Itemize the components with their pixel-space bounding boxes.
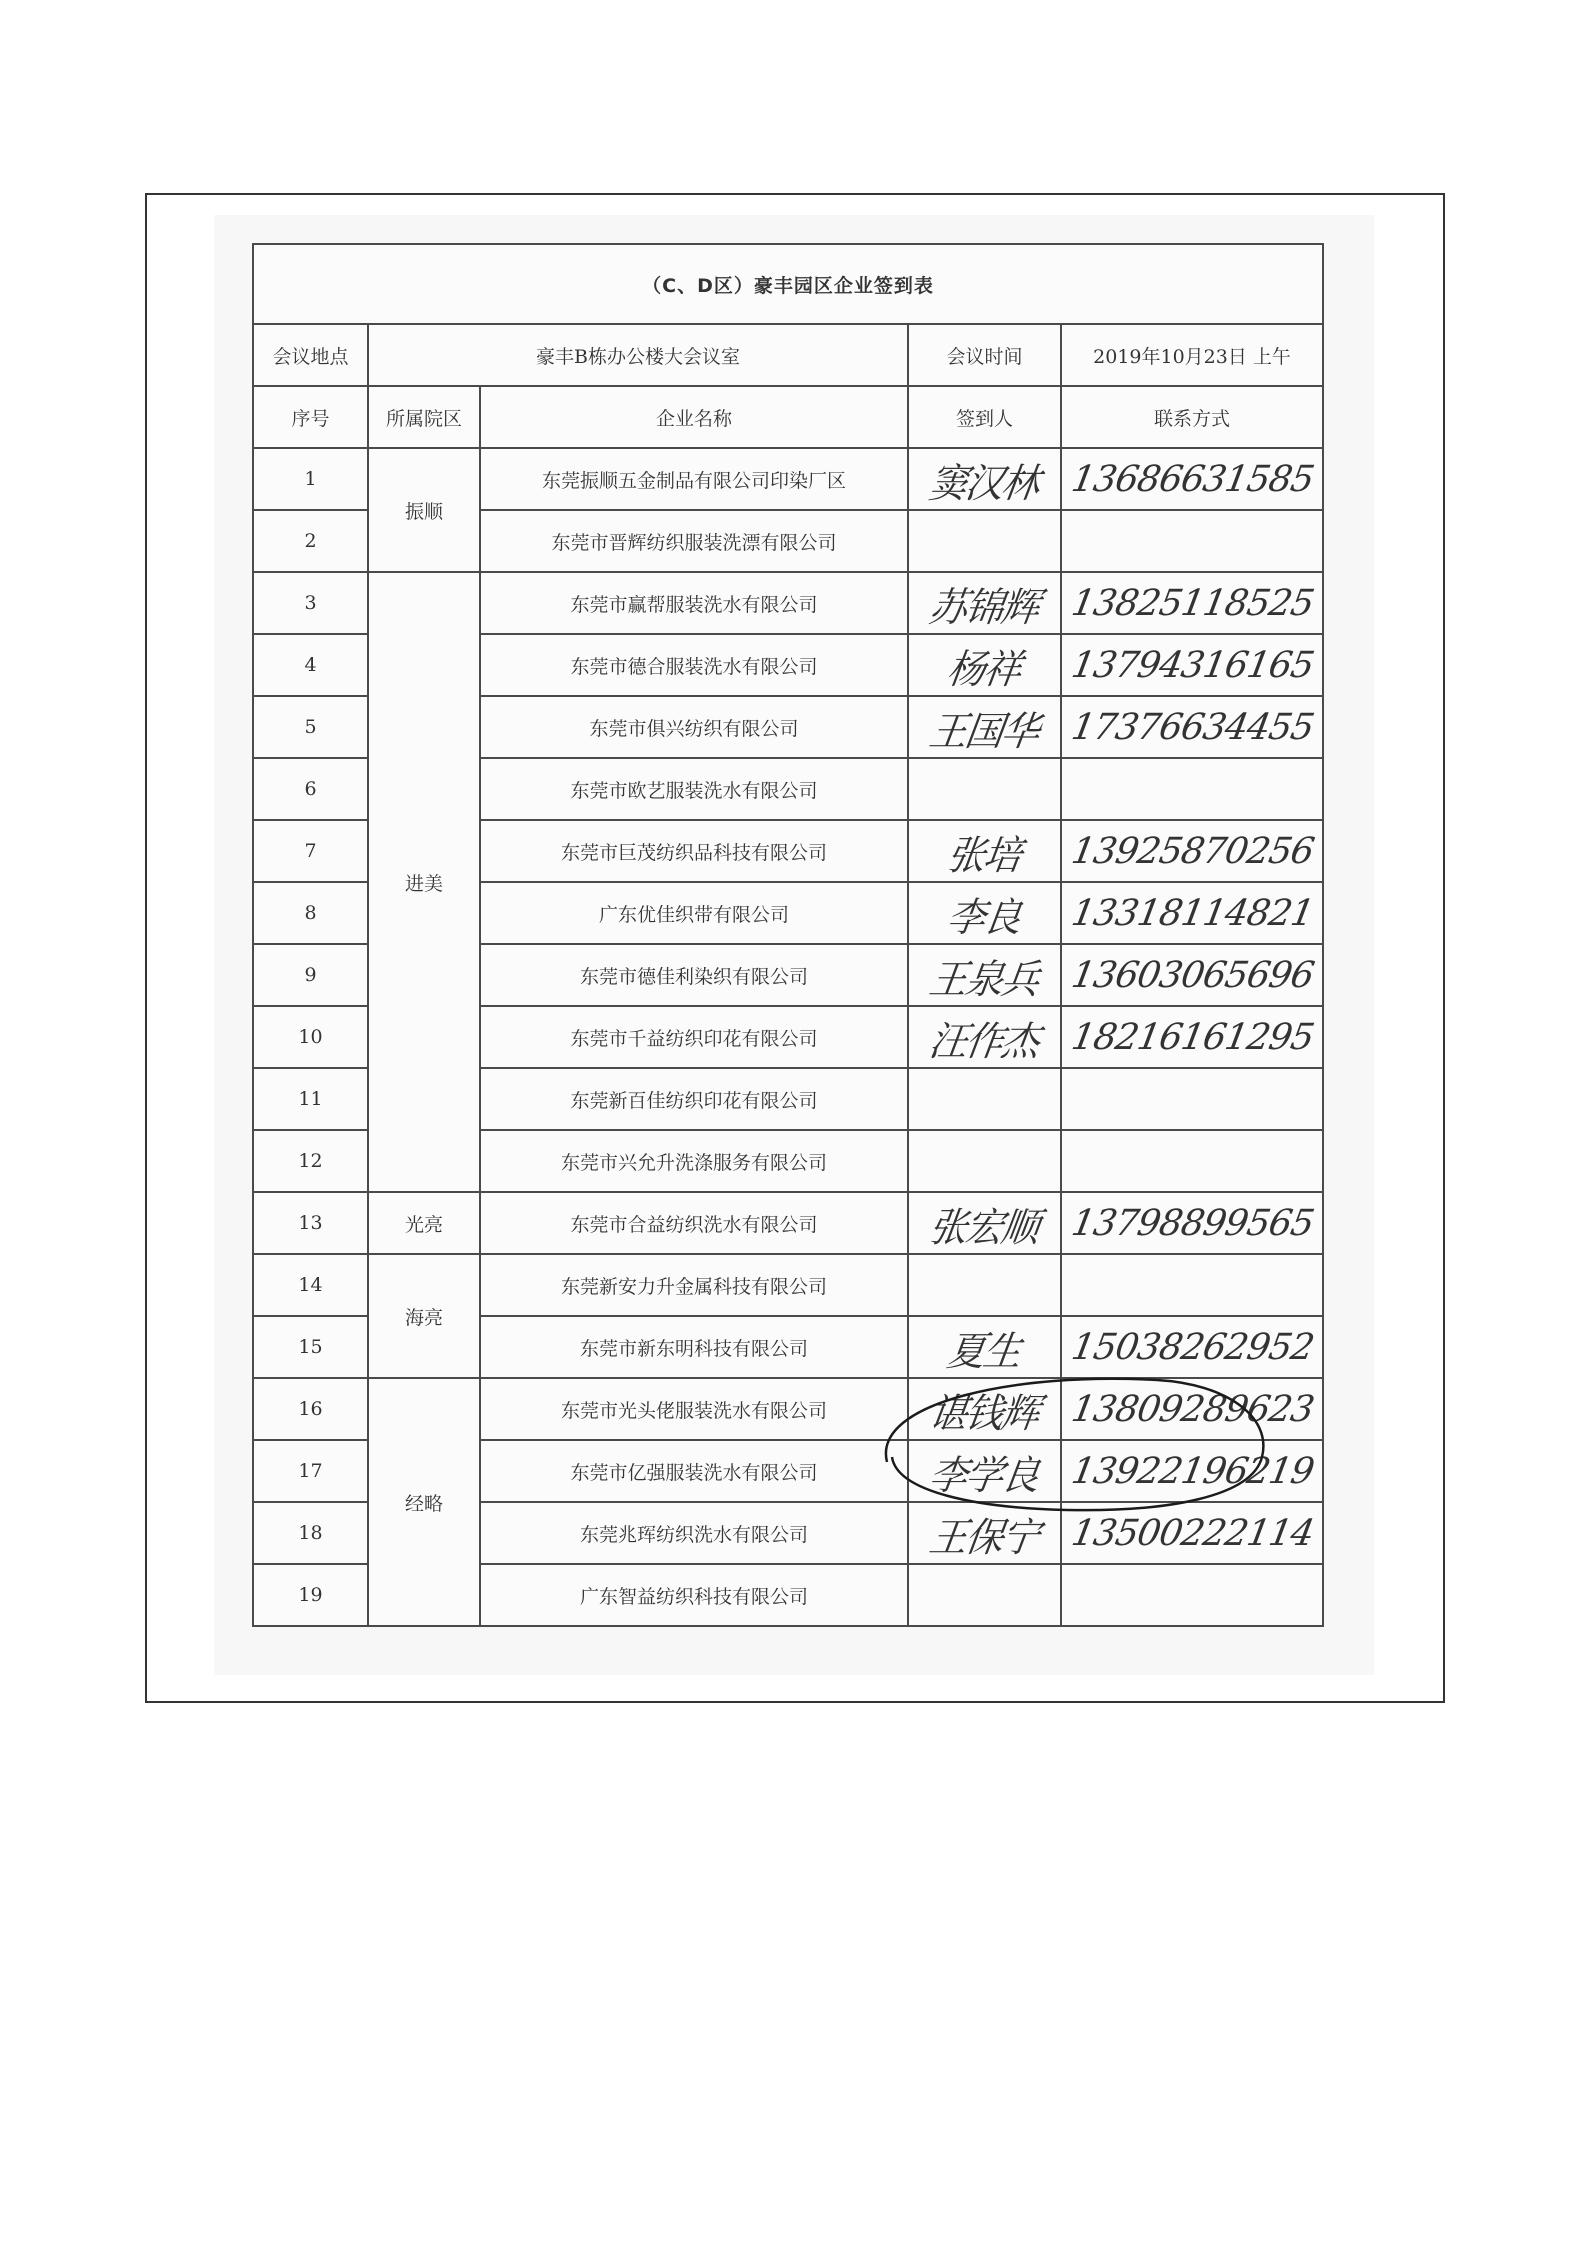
header-contact: 联系方式 xyxy=(1061,386,1323,448)
company-name: 东莞市光头佬服装洗水有限公司 xyxy=(480,1378,908,1440)
phone-text: 18216161295 xyxy=(1067,1016,1317,1058)
company-name: 东莞市兴允升洗涤服务有限公司 xyxy=(480,1130,908,1192)
document-frame xyxy=(145,193,1445,1703)
contact-phone xyxy=(1061,448,1323,510)
contact-phone xyxy=(1061,510,1323,572)
table-row xyxy=(253,572,1323,634)
table-row xyxy=(253,448,1323,510)
contact-phone xyxy=(1061,944,1323,1006)
phone-text: 13925870256 xyxy=(1067,830,1317,872)
company-name: 东莞市巨茂纺织品科技有限公司 xyxy=(480,820,908,882)
contact-phone xyxy=(1061,1502,1323,1564)
phone-text: 13825118525 xyxy=(1067,582,1317,624)
row-seq: 15 xyxy=(253,1316,368,1378)
signer-signature xyxy=(908,1440,1061,1502)
phone-text: 13318114821 xyxy=(1067,892,1317,934)
row-seq: 9 xyxy=(253,944,368,1006)
company-name: 东莞振顺五金制品有限公司印染厂区 xyxy=(480,448,908,510)
phone-text: 13922196219 xyxy=(1067,1450,1317,1492)
header-row xyxy=(253,386,1323,448)
company-name: 东莞市欧艺服装洗水有限公司 xyxy=(480,758,908,820)
zone-cell-hailiang: 海亮 xyxy=(368,1254,480,1378)
zone-cell-jinmei: 进美 xyxy=(368,572,480,1192)
company-name: 广东优佳织带有限公司 xyxy=(480,882,908,944)
contact-phone xyxy=(1061,1254,1323,1316)
signer-signature xyxy=(908,1130,1061,1192)
signer-signature xyxy=(908,1254,1061,1316)
contact-phone xyxy=(1061,820,1323,882)
meeting-info-row xyxy=(253,324,1323,386)
contact-phone xyxy=(1061,882,1323,944)
row-seq: 7 xyxy=(253,820,368,882)
signer-signature xyxy=(908,758,1061,820)
row-seq: 5 xyxy=(253,696,368,758)
phone-text: 13809289623 xyxy=(1067,1388,1317,1430)
company-name: 东莞新安力升金属科技有限公司 xyxy=(480,1254,908,1316)
company-name: 东莞新百佳纺织印花有限公司 xyxy=(480,1068,908,1130)
time-label: 会议时间 xyxy=(908,324,1061,386)
row-seq: 2 xyxy=(253,510,368,572)
phone-text: 13500222114 xyxy=(1067,1512,1317,1554)
row-seq: 10 xyxy=(253,1006,368,1068)
phone-text: 13686631585 xyxy=(1067,458,1317,500)
sheet-title: （C、D区）豪丰园区企业签到表 xyxy=(253,244,1323,324)
sign-in-table xyxy=(252,243,1324,1627)
company-name: 东莞市千益纺织印花有限公司 xyxy=(480,1006,908,1068)
signature-text: 窦汉林 xyxy=(926,459,1042,506)
signature-text: 谌钱辉 xyxy=(926,1389,1042,1436)
company-name: 东莞兆珲纺织洗水有限公司 xyxy=(480,1502,908,1564)
header-signer: 签到人 xyxy=(908,386,1061,448)
table-row xyxy=(253,1254,1323,1316)
phone-text: 15038262952 xyxy=(1067,1326,1317,1368)
row-seq: 6 xyxy=(253,758,368,820)
signer-signature xyxy=(908,634,1061,696)
signer-signature xyxy=(908,448,1061,510)
signer-signature xyxy=(908,1192,1061,1254)
header-seq: 序号 xyxy=(253,386,368,448)
phone-text: 13798899565 xyxy=(1067,1202,1317,1244)
header-company: 企业名称 xyxy=(480,386,908,448)
contact-phone xyxy=(1061,1316,1323,1378)
contact-phone xyxy=(1061,1068,1323,1130)
location-label: 会议地点 xyxy=(253,324,368,386)
company-name: 东莞市晋辉纺织服装洗漂有限公司 xyxy=(480,510,908,572)
signature-text: 张宏顺 xyxy=(926,1203,1042,1250)
row-seq: 11 xyxy=(253,1068,368,1130)
company-name: 广东智益纺织科技有限公司 xyxy=(480,1564,908,1626)
time-value: 2019年10月23日 上午 xyxy=(1061,324,1323,386)
contact-phone xyxy=(1061,1440,1323,1502)
table-row xyxy=(253,1192,1323,1254)
signature-text: 苏锦辉 xyxy=(926,583,1042,630)
phone-text: 13603065696 xyxy=(1067,954,1317,996)
company-name: 东莞市德合服装洗水有限公司 xyxy=(480,634,908,696)
company-name: 东莞市俱兴纺织有限公司 xyxy=(480,696,908,758)
signer-signature xyxy=(908,1068,1061,1130)
row-seq: 1 xyxy=(253,448,368,510)
row-seq: 8 xyxy=(253,882,368,944)
signer-signature xyxy=(908,882,1061,944)
row-seq: 18 xyxy=(253,1502,368,1564)
company-name: 东莞市德佳利染织有限公司 xyxy=(480,944,908,1006)
signer-signature xyxy=(908,1378,1061,1440)
signature-text: 张培 xyxy=(944,831,1024,878)
contact-phone xyxy=(1061,572,1323,634)
signer-signature xyxy=(908,696,1061,758)
row-seq: 4 xyxy=(253,634,368,696)
contact-phone xyxy=(1061,1192,1323,1254)
row-seq: 3 xyxy=(253,572,368,634)
location-value: 豪丰B栋办公楼大会议室 xyxy=(368,324,908,386)
signature-text: 李学良 xyxy=(926,1451,1042,1498)
zone-cell-guangliang: 光亮 xyxy=(368,1192,480,1254)
phone-text: 13794316165 xyxy=(1067,644,1317,686)
signature-text: 王保宁 xyxy=(926,1513,1042,1560)
signer-signature xyxy=(908,1502,1061,1564)
signature-text: 王国华 xyxy=(926,707,1042,754)
row-seq: 14 xyxy=(253,1254,368,1316)
company-name: 东莞市亿强服装洗水有限公司 xyxy=(480,1440,908,1502)
contact-phone xyxy=(1061,696,1323,758)
zone-cell-jinglue: 经略 xyxy=(368,1378,480,1626)
signature-text: 夏生 xyxy=(944,1327,1024,1374)
signer-signature xyxy=(908,1316,1061,1378)
signer-signature xyxy=(908,944,1061,1006)
contact-phone xyxy=(1061,1130,1323,1192)
signer-signature xyxy=(908,510,1061,572)
row-seq: 13 xyxy=(253,1192,368,1254)
row-seq: 12 xyxy=(253,1130,368,1192)
company-name: 东莞市新东明科技有限公司 xyxy=(480,1316,908,1378)
company-name: 东莞市赢帮服装洗水有限公司 xyxy=(480,572,908,634)
signer-signature xyxy=(908,1006,1061,1068)
signature-text: 杨祥 xyxy=(944,645,1024,692)
signer-signature xyxy=(908,1564,1061,1626)
contact-phone xyxy=(1061,1564,1323,1626)
contact-phone xyxy=(1061,634,1323,696)
phone-text: 17376634455 xyxy=(1067,706,1317,748)
row-seq: 16 xyxy=(253,1378,368,1440)
signature-text: 王泉兵 xyxy=(926,955,1042,1002)
table-row xyxy=(253,1378,1323,1440)
contact-phone xyxy=(1061,758,1323,820)
contact-phone xyxy=(1061,1006,1323,1068)
signature-text: 李良 xyxy=(944,893,1024,940)
contact-phone xyxy=(1061,1378,1323,1440)
company-name: 东莞市合益纺织洗水有限公司 xyxy=(480,1192,908,1254)
signer-signature xyxy=(908,572,1061,634)
header-zone: 所属院区 xyxy=(368,386,480,448)
row-seq: 17 xyxy=(253,1440,368,1502)
signature-text: 汪作杰 xyxy=(926,1017,1042,1064)
row-seq: 19 xyxy=(253,1564,368,1626)
zone-cell-zhenshun: 振顺 xyxy=(368,448,480,572)
signer-signature xyxy=(908,820,1061,882)
